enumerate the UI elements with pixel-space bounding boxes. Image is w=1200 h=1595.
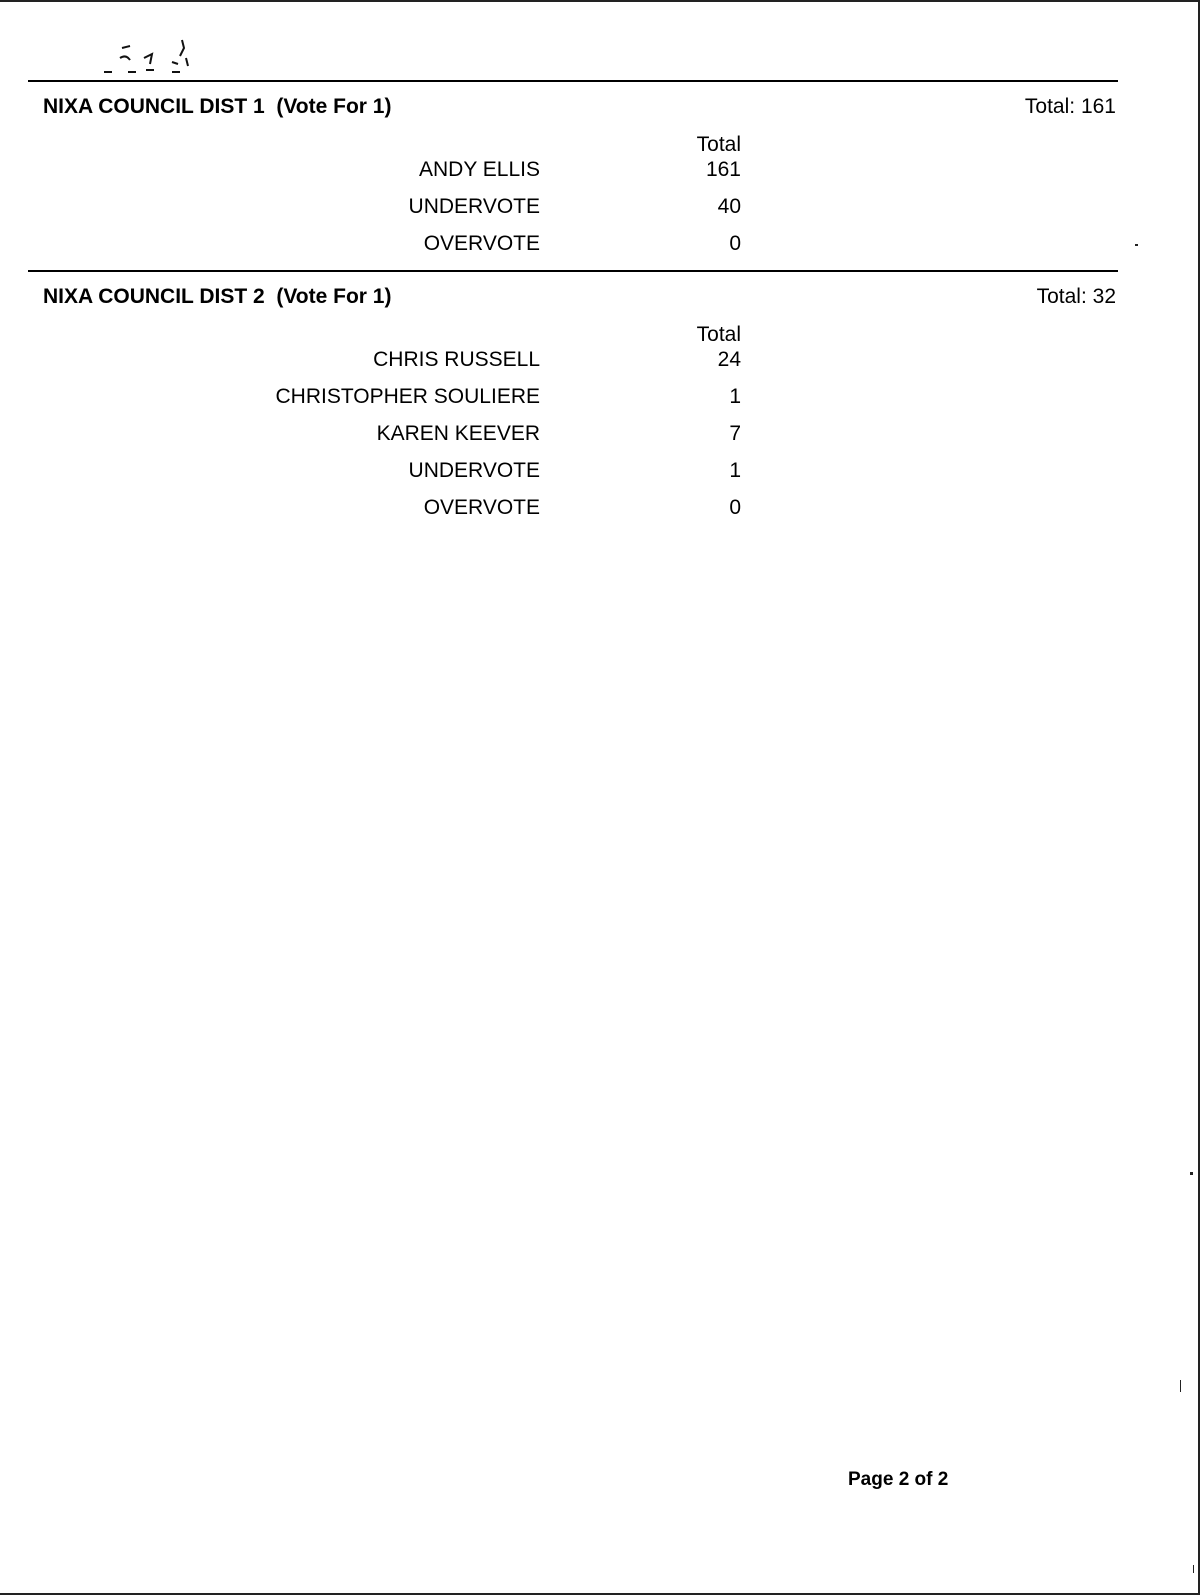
candidate-votes: 0: [729, 232, 741, 255]
scan-speck: [1180, 1380, 1181, 1392]
result-row: [0, 195, 1200, 221]
candidate-name: OVERVOTE: [423, 496, 540, 519]
scan-speck: [1193, 1565, 1194, 1573]
candidate-name: CHRISTOPHER SOULIERE: [275, 385, 540, 408]
candidate-name: UNDERVOTE: [408, 195, 540, 218]
result-row: [0, 459, 1200, 485]
result-row: [0, 348, 1200, 374]
candidate-votes: 40: [717, 195, 741, 218]
candidate-votes: 1: [729, 385, 741, 408]
result-row: [0, 385, 1200, 411]
candidate-votes: 24: [717, 348, 741, 371]
candidate-name: CHRIS RUSSELL: [373, 348, 540, 371]
page-number: Page 2 of 2: [848, 1469, 949, 1490]
result-row: [0, 422, 1200, 448]
section-divider: [28, 80, 1118, 82]
handwritten-mark: [100, 34, 200, 80]
column-header: Total: [696, 133, 741, 156]
race-title: NIXA COUNCIL DIST 2 (Vote For 1): [43, 285, 392, 308]
candidate-votes: 1: [729, 459, 741, 482]
candidate-name: ANDY ELLIS: [418, 158, 540, 181]
scan-speck: [1190, 1172, 1193, 1175]
race-total: Total: 32: [1036, 285, 1116, 308]
candidate-votes: 0: [729, 496, 741, 519]
candidate-votes: 161: [705, 158, 741, 181]
candidate-name: OVERVOTE: [423, 232, 540, 255]
result-row: [0, 158, 1200, 184]
section-divider: [28, 270, 1118, 272]
result-row: [0, 496, 1200, 522]
candidate-name: UNDERVOTE: [408, 459, 540, 482]
candidate-votes: 7: [729, 422, 741, 445]
result-row: [0, 232, 1200, 258]
race-total: Total: 161: [1024, 95, 1116, 118]
candidate-name: KAREN KEEVER: [376, 422, 540, 445]
scan-speck: [1135, 244, 1138, 246]
race-title: NIXA COUNCIL DIST 1 (Vote For 1): [43, 95, 392, 118]
column-header: Total: [696, 323, 741, 346]
